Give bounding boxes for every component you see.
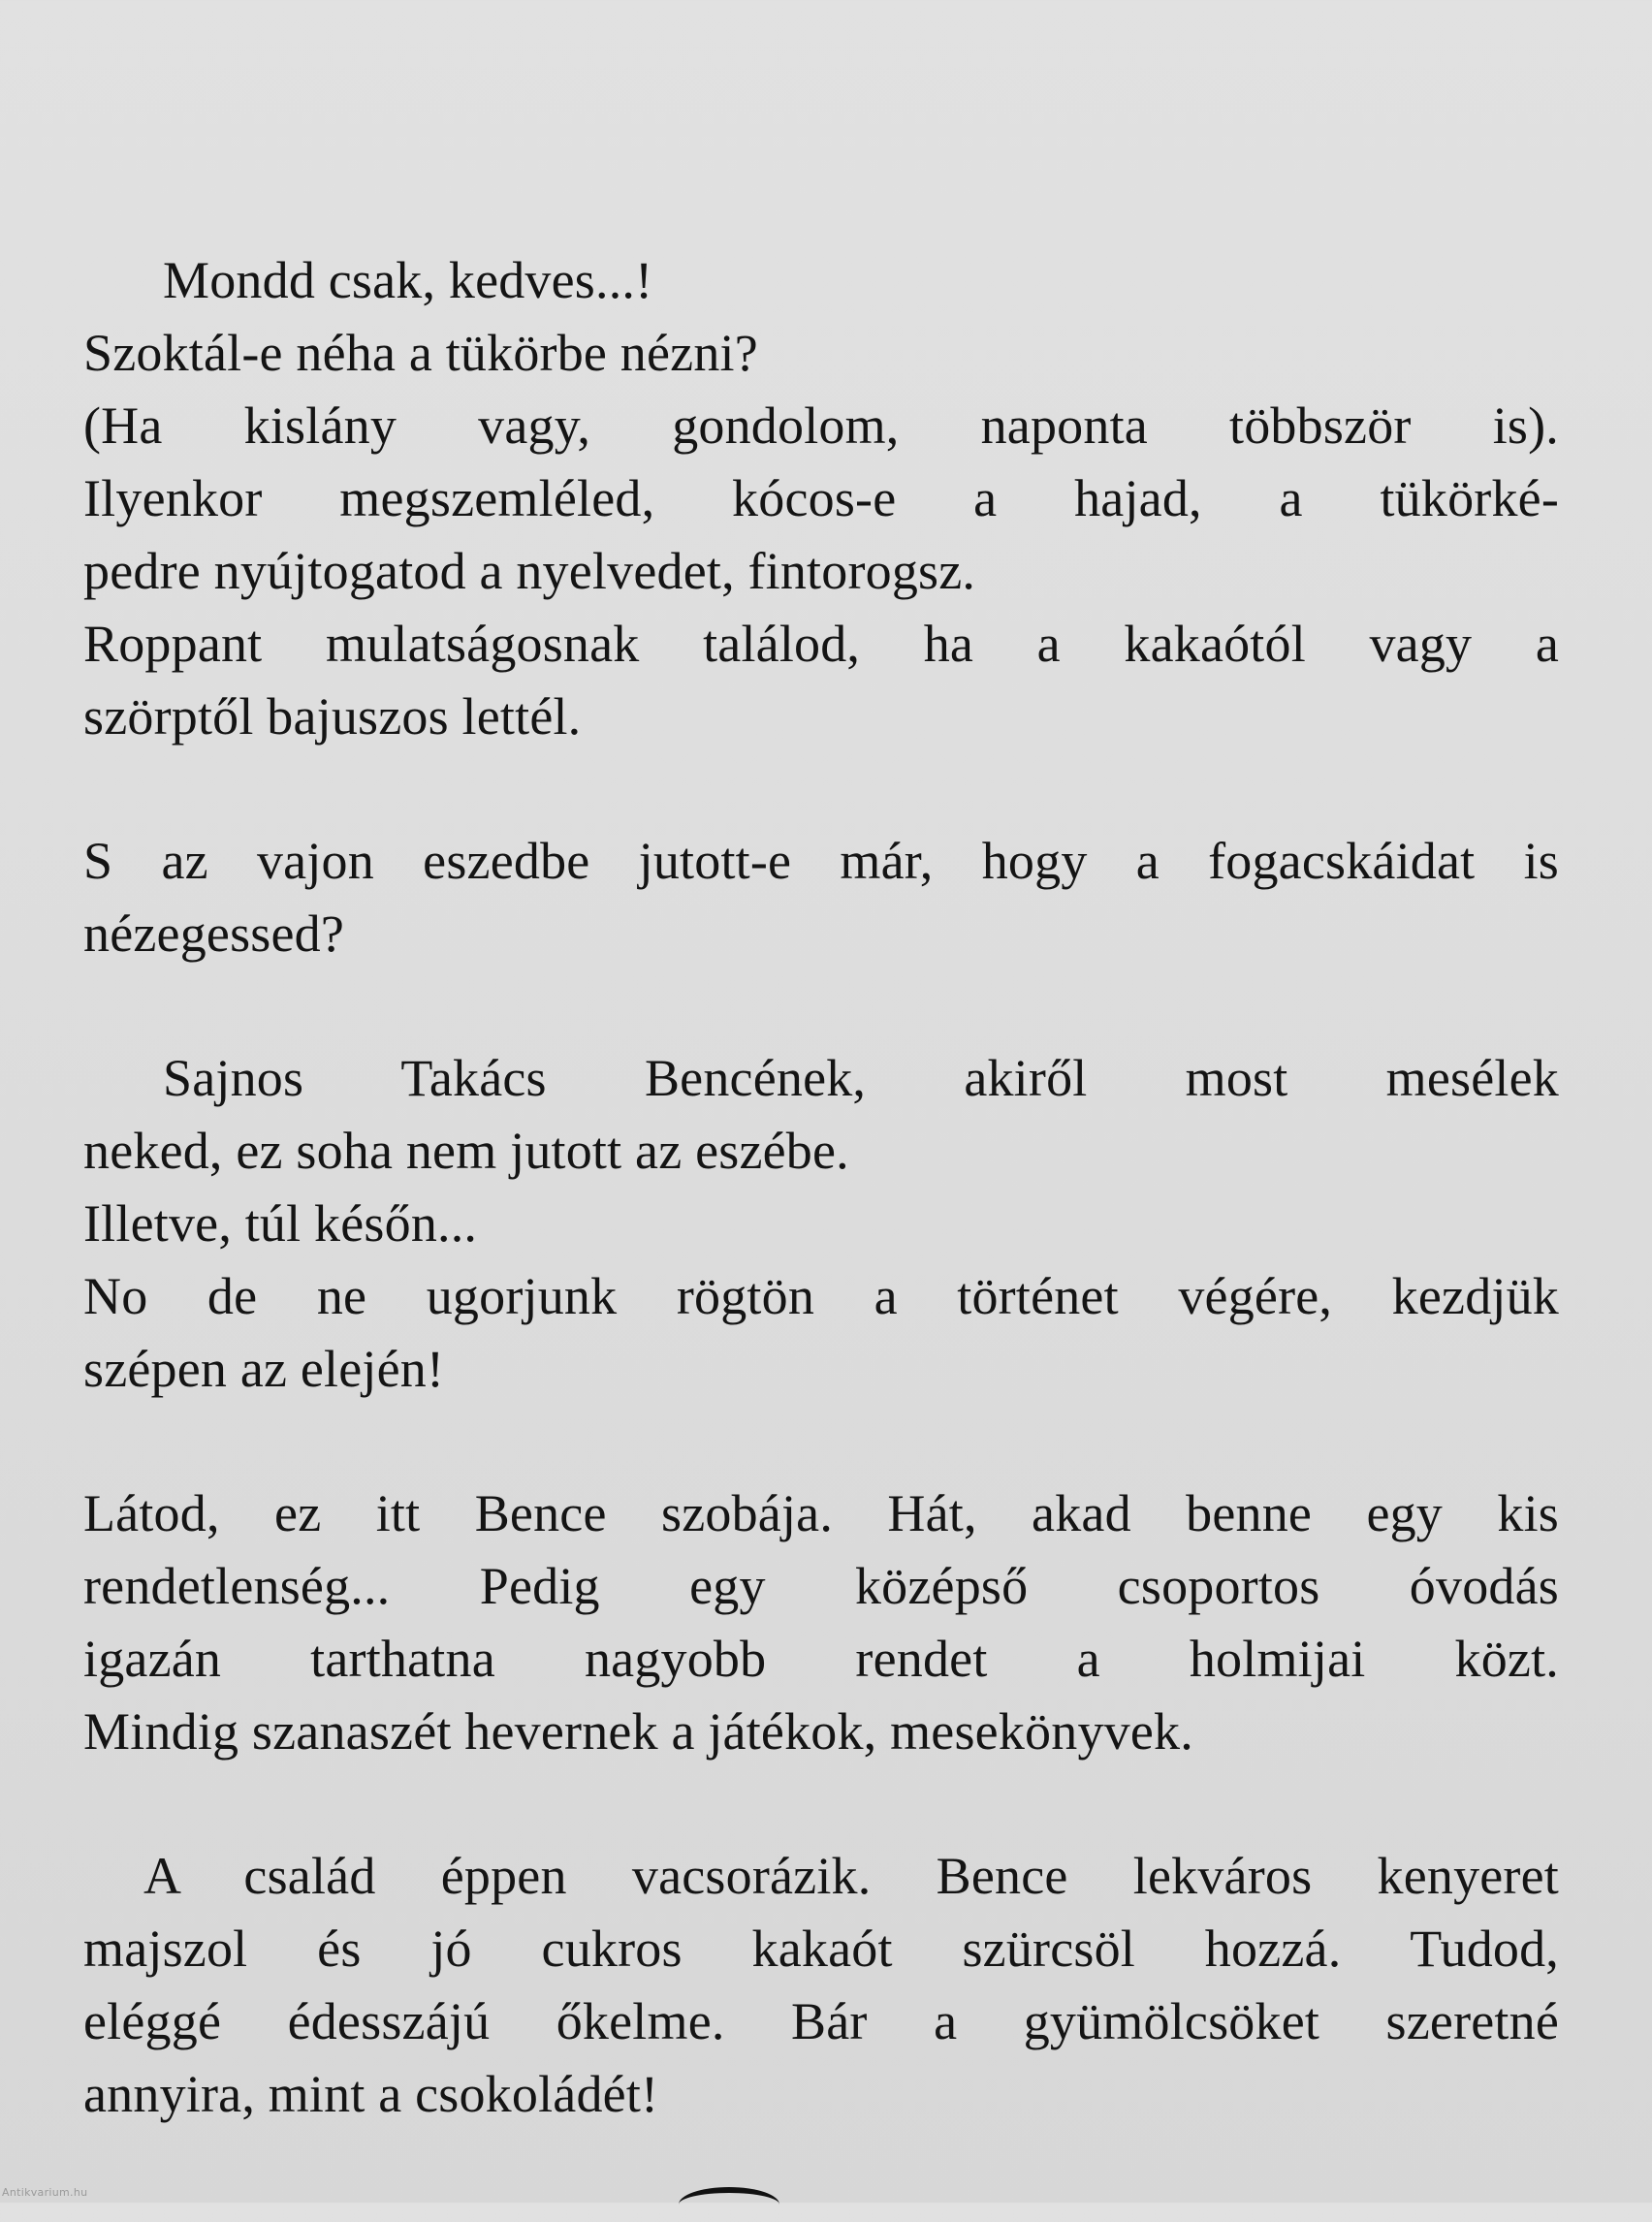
text-line: Sajnos Takács Bencének, akiről most mesélek xyxy=(163,1049,1559,1107)
paragraph-gap xyxy=(83,1406,1559,1477)
paragraph-bence-intro xyxy=(83,1042,1559,1406)
page-ornament xyxy=(679,2187,779,2222)
paragraph-gap xyxy=(83,970,1559,1042)
text-line: Mondd csak, kedves...! xyxy=(163,251,653,309)
text-line: neked, ez soha nem jutott az eszébe. xyxy=(83,1122,849,1180)
paragraph-teeth-question xyxy=(83,825,1559,970)
text-line: eléggé édesszájú őkelme. Bár a gyümölcsöket szeretné xyxy=(83,1992,1559,2050)
text-line: Illetve, túl későn... xyxy=(83,1194,478,1253)
watermark-text: Antikvarium.hu xyxy=(2,2186,88,2199)
text-line: rendetlenség... Pedig egy középső csoportos óvodás xyxy=(83,1557,1559,1615)
text-line: No de ne ugorjunk rögtön a történet végére, kezdjük xyxy=(83,1267,1559,1325)
text-line: Látod, ez itt Bence szobája. Hát, akad benne egy kis xyxy=(83,1484,1559,1542)
paragraph-mirror xyxy=(83,244,1559,753)
paragraph-dinner xyxy=(83,1840,1559,2131)
text-line: pedre nyújtogatod a nyelvedet, fintorogsz. xyxy=(83,542,976,600)
text-line: S az vajon eszedbe jutott-e már, hogy a fogacskáidat is xyxy=(83,832,1559,890)
text-line: Szoktál-e néha a tükörbe nézni? xyxy=(83,324,758,382)
text-line: nézegessed? xyxy=(83,905,345,963)
text-line: Mindig szanaszét hevernek a játékok, mesekönyvek. xyxy=(83,1702,1193,1761)
text-line: Ilyenkor megszemléled, kócos-e a hajad, a tükörké- xyxy=(83,469,1559,527)
text-line: A család éppen vacsorázik. Bence lekváros kenyeret xyxy=(143,1847,1559,1905)
paragraph-gap xyxy=(83,753,1559,825)
story-text xyxy=(83,244,1559,2131)
text-line: igazán tarthatna nagyobb rendet a holmijai közt. xyxy=(83,1630,1559,1688)
text-line: szörptől bajuszos lettél. xyxy=(83,687,582,746)
text-line: Roppant mulatságosnak találod, ha a kakaótól vagy a xyxy=(83,615,1559,673)
paragraph-room xyxy=(83,1477,1559,1768)
text-line: majszol és jó cukros kakaót szürcsöl hozzá. Tudod, xyxy=(83,1920,1559,1978)
text-line: (Ha kislány vagy, gondolom, naponta többször is). xyxy=(83,397,1559,455)
text-line: annyira, mint a csokoládét! xyxy=(83,2065,659,2123)
paragraph-gap xyxy=(83,1768,1559,1840)
text-line: szépen az elején! xyxy=(83,1340,445,1398)
